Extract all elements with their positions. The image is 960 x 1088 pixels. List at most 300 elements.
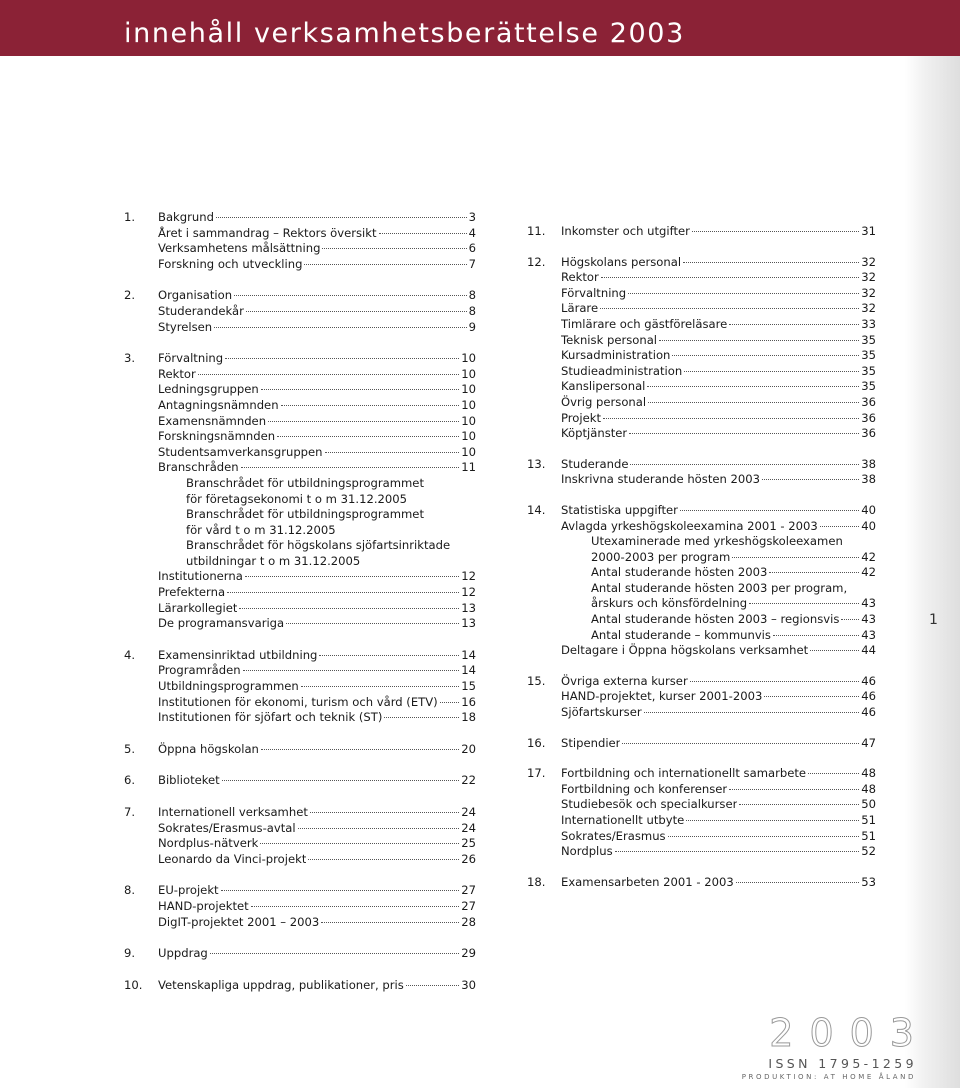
toc-entry[interactable] <box>527 797 876 813</box>
entry-title: Internationell verksamhet <box>158 805 308 819</box>
dot-leader <box>310 812 459 813</box>
entry-title: Öppna högskolan <box>158 741 259 756</box>
toc-entry[interactable] <box>527 766 876 782</box>
dot-leader <box>210 953 459 954</box>
toc-entry-continuation <box>124 476 476 492</box>
page-ref: 10 <box>461 351 476 366</box>
entry-title: för vård t o m 31.12.2005 <box>186 522 336 537</box>
entry-title: Sokrates/Erasmus-avtal <box>158 820 296 835</box>
toc-entry[interactable] <box>124 351 476 367</box>
section-number: 8. <box>124 883 136 898</box>
dot-leader <box>628 293 859 294</box>
page-ref: 36 <box>861 394 876 409</box>
page-ref: 51 <box>861 813 876 827</box>
dot-leader <box>630 464 859 465</box>
entry-title: Köptjänster <box>561 426 628 441</box>
toc-entry[interactable] <box>124 899 476 915</box>
toc-entry[interactable] <box>527 301 876 317</box>
page-ref: 8 <box>468 303 476 318</box>
dot-leader <box>304 264 466 265</box>
dot-leader <box>216 217 467 218</box>
toc-entry[interactable] <box>527 596 876 612</box>
toc-entry-continuation <box>124 538 476 554</box>
dot-leader <box>601 277 859 278</box>
page-ref: 43 <box>861 596 876 611</box>
dot-leader <box>684 371 859 372</box>
page-ref: 43 <box>861 612 876 627</box>
entry-title: Teknisk personal <box>561 332 658 347</box>
entry-title: Uppdrag <box>158 946 208 961</box>
dot-leader <box>261 749 459 750</box>
dot-leader <box>214 327 466 328</box>
page-ref: 8 <box>468 288 476 303</box>
toc-entry[interactable] <box>124 710 476 726</box>
entry-title: Vetenskapliga uppdrag, publikationer, pris <box>158 977 404 992</box>
dot-leader <box>739 804 859 805</box>
dot-leader <box>277 436 459 437</box>
toc-section <box>124 210 476 272</box>
dot-leader <box>384 717 459 718</box>
section-number: 1. <box>124 210 136 224</box>
toc-section <box>527 255 876 442</box>
dot-leader <box>773 635 859 636</box>
toc-section <box>124 805 476 867</box>
entry-title: Rektor <box>561 270 599 285</box>
watermark <box>741 1011 930 1081</box>
page-ref: 4 <box>468 225 476 240</box>
dot-leader <box>692 231 859 232</box>
entry-title: Branschrådet för högskolans sjöfartsinriktade <box>186 538 451 553</box>
toc-section <box>124 883 476 930</box>
toc-entry[interactable] <box>527 348 876 364</box>
toc-entry[interactable] <box>124 915 476 931</box>
entry-title: Forskningsnämnden <box>158 429 276 444</box>
section-number: 16. <box>527 735 546 750</box>
entry-title: Institutionen för ekonomi, turism och vård (ETV) <box>158 694 438 709</box>
dot-leader <box>762 479 859 480</box>
section-number: 10. <box>124 977 143 992</box>
toc-entry[interactable] <box>124 946 476 962</box>
toc-entry[interactable] <box>124 821 476 837</box>
toc-entry[interactable] <box>527 426 876 442</box>
toc-entry[interactable] <box>527 643 876 659</box>
toc-entry[interactable] <box>124 742 476 758</box>
page-ref: 27 <box>461 883 476 898</box>
page-ref: 35 <box>861 363 876 378</box>
toc-section <box>124 773 476 789</box>
dot-leader <box>298 828 460 829</box>
toc-entry[interactable] <box>124 288 476 304</box>
toc-entry[interactable] <box>527 224 876 240</box>
entry-title: Styrelsen <box>158 319 213 334</box>
entry-title: Högskolans personal <box>561 254 682 269</box>
toc-entry[interactable] <box>124 695 476 711</box>
dot-leader <box>321 922 459 923</box>
entry-title: Branschrådet för utbildningsprogrammet <box>186 507 424 522</box>
toc-entry[interactable] <box>124 883 476 899</box>
section-number: 11. <box>527 224 546 238</box>
page-title: innehåll verksamhetsberättelse 2003 <box>124 18 685 49</box>
toc-section <box>527 674 876 721</box>
page-ref: 11 <box>461 460 476 475</box>
entry-title: Rektor <box>158 366 196 381</box>
entry-title: Antal studerande hösten 2003 per program, <box>591 580 848 595</box>
toc-entry[interactable] <box>527 565 876 581</box>
dot-leader <box>301 686 459 687</box>
toc-entry-continuation <box>124 554 476 570</box>
page-ref: 38 <box>861 456 876 471</box>
toc-entry[interactable] <box>527 395 876 411</box>
page-ref: 10 <box>461 397 476 412</box>
dot-leader <box>683 262 859 263</box>
toc-entry[interactable] <box>124 429 476 445</box>
toc-entry-continuation <box>124 523 476 539</box>
dot-leader <box>281 405 460 406</box>
entry-title: Avlagda yrkeshögskoleexamina 2001 - 2003 <box>561 518 818 533</box>
page-ref: 28 <box>461 914 476 929</box>
toc-entry[interactable] <box>527 550 876 566</box>
page-ref: 42 <box>861 565 876 580</box>
toc-entry[interactable] <box>527 628 876 644</box>
toc-entry-continuation <box>124 507 476 523</box>
entry-title: Branschrådet för utbildningsprogrammet <box>186 475 424 490</box>
entry-title: Studentsamverkansgruppen <box>158 444 323 459</box>
toc-entry[interactable] <box>527 364 876 380</box>
toc-entry[interactable] <box>527 875 876 891</box>
entry-title: Antal studerande hösten 2003 <box>591 565 768 580</box>
page-ref: 10 <box>461 366 476 381</box>
dot-leader <box>729 789 859 790</box>
page-ref: 40 <box>861 518 876 533</box>
page-ref: 30 <box>461 977 476 992</box>
page-ref: 10 <box>461 429 476 444</box>
toc-section <box>124 351 476 632</box>
toc-entry[interactable] <box>527 829 876 845</box>
issn-label: ISSN 1795-1259 <box>768 1056 917 1071</box>
section-number: 17. <box>527 766 546 781</box>
toc-section <box>124 978 476 994</box>
page-ref: 32 <box>861 270 876 285</box>
entry-title: Internationellt utbyte <box>561 813 685 827</box>
entry-title: Studerandekår <box>158 303 244 318</box>
producer-label: PRODUKTION: AT HOME ÅLAND <box>741 1073 916 1081</box>
toc-entry[interactable] <box>124 773 476 789</box>
dot-leader <box>319 655 459 656</box>
toc-entry[interactable] <box>124 460 476 476</box>
page-number: 1 <box>929 612 938 628</box>
toc-entry[interactable] <box>124 616 476 632</box>
toc-entry[interactable] <box>124 226 476 242</box>
toc-entry[interactable] <box>124 679 476 695</box>
toc-entry[interactable] <box>124 569 476 585</box>
toc-section <box>124 946 476 962</box>
page-ref: 48 <box>861 766 876 781</box>
dot-leader <box>841 619 859 620</box>
page-ref: 6 <box>468 241 476 256</box>
toc-entry[interactable] <box>124 210 476 226</box>
entry-title: DigIT-projektet 2001 – 2003 <box>158 914 320 929</box>
page-ref: 44 <box>861 643 876 658</box>
toc-section <box>124 648 476 726</box>
page-ref: 14 <box>461 663 476 678</box>
page-ref: 16 <box>461 694 476 709</box>
dot-leader <box>810 650 859 651</box>
entry-title: Sokrates/Erasmus <box>561 828 666 843</box>
toc-section <box>527 457 876 488</box>
page-ref: 12 <box>461 585 476 600</box>
page-ref: 29 <box>461 946 476 961</box>
entry-title: årskurs och könsfördelning <box>591 596 748 611</box>
page-ref: 48 <box>861 781 876 796</box>
dot-leader <box>659 340 859 341</box>
section-number: 13. <box>527 456 546 471</box>
toc-entry[interactable] <box>527 612 876 628</box>
toc-entry[interactable] <box>124 367 476 383</box>
section-number: 18. <box>527 874 546 889</box>
page-ref: 27 <box>461 898 476 913</box>
entry-title: Antal studerande – kommunvis <box>591 627 771 642</box>
page-ref: 3 <box>468 210 476 224</box>
page-ref: 32 <box>861 254 876 269</box>
dot-leader <box>764 696 859 697</box>
entry-title: Projekt <box>561 410 602 425</box>
section-number: 5. <box>124 741 136 756</box>
toc-entry[interactable] <box>124 648 476 664</box>
dot-leader <box>260 843 459 844</box>
page-ref: 7 <box>468 256 476 271</box>
dot-leader <box>729 324 859 325</box>
entry-title: Statistiska uppgifter <box>561 502 678 517</box>
toc-section <box>527 503 876 659</box>
dot-leader <box>622 743 859 744</box>
entry-title: Kursadministration <box>561 348 671 363</box>
toc-entry[interactable] <box>527 286 876 302</box>
toc-entry[interactable] <box>124 836 476 852</box>
dot-leader <box>686 820 859 821</box>
page-ref: 46 <box>861 689 876 704</box>
toc-entry-continuation <box>124 492 476 508</box>
dot-leader <box>672 355 859 356</box>
page-ref: 35 <box>861 332 876 347</box>
dot-leader <box>820 526 859 527</box>
dot-leader <box>198 374 459 375</box>
toc-entry[interactable] <box>124 257 476 273</box>
toc-entry[interactable] <box>527 782 876 798</box>
toc-entry[interactable] <box>527 379 876 395</box>
page-ref: 10 <box>461 382 476 397</box>
entry-title: Examensnämnden <box>158 413 267 428</box>
dot-leader <box>629 433 859 434</box>
dot-leader <box>241 467 460 468</box>
entry-title: Antal studerande hösten 2003 – regionsvis <box>591 612 840 627</box>
entry-title: Examensarbeten 2001 - 2003 <box>561 874 734 889</box>
toc-section <box>527 736 876 752</box>
toc-entry[interactable] <box>124 320 476 336</box>
toc-entry[interactable] <box>124 663 476 679</box>
toc-entry[interactable] <box>527 813 876 829</box>
entry-title: Organisation <box>158 288 233 303</box>
entry-title: Nordplus-nätverk <box>158 836 259 851</box>
dot-leader <box>736 882 859 883</box>
dot-leader <box>246 311 467 312</box>
entry-title: HAND-projektet, kurser 2001-2003 <box>561 689 763 704</box>
toc-entry[interactable] <box>124 585 476 601</box>
entry-title: Ledningsgruppen <box>158 382 259 397</box>
page-ref: 38 <box>861 472 876 487</box>
section-number: 2. <box>124 288 136 303</box>
toc-entry[interactable] <box>124 398 476 414</box>
page-ref: 52 <box>861 844 876 859</box>
entry-title: Forskning och utveckling <box>158 256 303 271</box>
dot-leader <box>227 592 459 593</box>
entry-title: Studiebesök och specialkurser <box>561 797 738 812</box>
entry-title: Institutionerna <box>158 569 243 584</box>
toc-entry[interactable] <box>527 519 876 535</box>
entry-title: Utexaminerade med yrkeshögskoleexamen <box>591 534 843 549</box>
page-ref: 22 <box>461 773 476 788</box>
toc-entry[interactable] <box>124 304 476 320</box>
entry-title: Timlärare och gästföreläsare <box>561 316 728 331</box>
entry-title: Programråden <box>158 663 241 678</box>
dot-leader <box>308 859 459 860</box>
entry-title: Inkomster och utgifter <box>561 224 690 238</box>
dot-leader <box>222 780 460 781</box>
toc-entry[interactable] <box>527 411 876 427</box>
toc-entry[interactable] <box>527 736 876 752</box>
page-ref: 46 <box>861 673 876 688</box>
dot-leader <box>221 890 460 891</box>
toc-left-column <box>124 210 476 993</box>
entry-title: Deltagare i Öppna högskolans verksamhet <box>561 643 809 658</box>
entry-title: Verksamhetens målsättning <box>158 241 321 256</box>
entry-title: Fortbildning och konferenser <box>561 781 728 796</box>
entry-title: Prefekterna <box>158 585 226 600</box>
toc-entry[interactable] <box>124 382 476 398</box>
entry-title: Leonardo da Vinci-projekt <box>158 851 307 866</box>
page-ref: 31 <box>861 224 876 238</box>
dot-leader <box>261 389 459 390</box>
page-ref: 10 <box>461 413 476 428</box>
page-ref: 13 <box>461 600 476 615</box>
entry-title: Övriga externa kurser <box>561 673 688 688</box>
toc-entry-continuation <box>527 534 876 550</box>
section-number: 12. <box>527 254 546 269</box>
page-ref: 32 <box>861 301 876 316</box>
entry-title: Fortbildning och internationellt samarbete <box>561 766 807 781</box>
page-ref: 14 <box>461 647 476 662</box>
toc-entry[interactable] <box>527 674 876 690</box>
page-ref: 15 <box>461 679 476 694</box>
dot-leader <box>379 233 467 234</box>
toc-section <box>124 742 476 758</box>
dot-leader <box>239 608 459 609</box>
page-ref: 32 <box>861 285 876 300</box>
toc-entry[interactable] <box>527 333 876 349</box>
page-ref: 46 <box>861 705 876 720</box>
toc-entry[interactable] <box>527 255 876 271</box>
page-ref: 35 <box>861 348 876 363</box>
dot-leader <box>251 906 460 907</box>
entry-title: 2000-2003 per program <box>591 549 731 564</box>
toc-entry[interactable] <box>527 317 876 333</box>
page-ref: 40 <box>861 502 876 517</box>
toc-entry[interactable] <box>527 503 876 519</box>
toc-entry[interactable] <box>124 852 476 868</box>
entry-title: Övrig personal <box>561 394 647 409</box>
toc-entry[interactable] <box>124 445 476 461</box>
dot-leader <box>769 572 859 573</box>
dot-leader <box>234 295 467 296</box>
page-ref: 43 <box>861 627 876 642</box>
dot-leader <box>647 386 859 387</box>
page-ref: 35 <box>861 379 876 394</box>
entry-title: Branschråden <box>158 460 239 475</box>
entry-title: De programansvariga <box>158 616 285 631</box>
toc-entry[interactable] <box>527 705 876 721</box>
entry-title: Utbildningsprogrammen <box>158 679 299 694</box>
dot-leader <box>808 773 859 774</box>
toc-section <box>527 224 876 240</box>
header-bar <box>0 0 960 56</box>
entry-title: EU-projekt <box>158 883 219 898</box>
toc-section <box>527 766 876 860</box>
page-ref: 25 <box>461 836 476 851</box>
toc-entry[interactable] <box>527 689 876 705</box>
section-number: 6. <box>124 773 136 788</box>
page-ref: 9 <box>468 319 476 334</box>
watermark-year: 2003 <box>769 1011 930 1055</box>
toc-entry[interactable] <box>527 844 876 860</box>
page-ref: 51 <box>861 828 876 843</box>
dot-leader <box>615 851 860 852</box>
entry-title: Sjöfartskurser <box>561 705 642 720</box>
dot-leader <box>225 358 459 359</box>
entry-title: Studieadministration <box>561 363 683 378</box>
toc-entry[interactable] <box>124 978 476 994</box>
dot-leader <box>440 702 460 703</box>
toc-entry[interactable] <box>124 414 476 430</box>
toc-entry[interactable] <box>124 805 476 821</box>
toc-entry[interactable] <box>124 241 476 257</box>
right-edge-shade <box>905 56 960 1088</box>
dot-leader <box>268 421 459 422</box>
toc-entry[interactable] <box>527 270 876 286</box>
section-number: 3. <box>124 351 136 366</box>
page-ref: 36 <box>861 410 876 425</box>
section-number: 9. <box>124 946 136 961</box>
dot-leader <box>749 603 859 604</box>
toc-entry[interactable] <box>527 472 876 488</box>
dot-leader <box>286 623 459 624</box>
page-ref: 24 <box>461 820 476 835</box>
entry-title: Kanslipersonal <box>561 379 646 394</box>
entry-title: Året i sammandrag – Rektors översikt <box>158 225 377 240</box>
dot-leader <box>648 402 859 403</box>
toc-section <box>124 288 476 335</box>
entry-title: utbildningar t o m 31.12.2005 <box>186 553 361 568</box>
page-ref: 33 <box>861 316 876 331</box>
toc-entry[interactable] <box>527 457 876 473</box>
page-ref: 13 <box>461 616 476 631</box>
dot-leader <box>690 681 860 682</box>
dot-leader <box>243 670 460 671</box>
page-ref: 42 <box>861 549 876 564</box>
toc-entry-continuation <box>527 581 876 597</box>
entry-title: Lärare <box>561 301 599 316</box>
toc-entry[interactable] <box>124 601 476 617</box>
entry-title: Nordplus <box>561 844 613 859</box>
entry-title: Förvaltning <box>158 351 224 366</box>
